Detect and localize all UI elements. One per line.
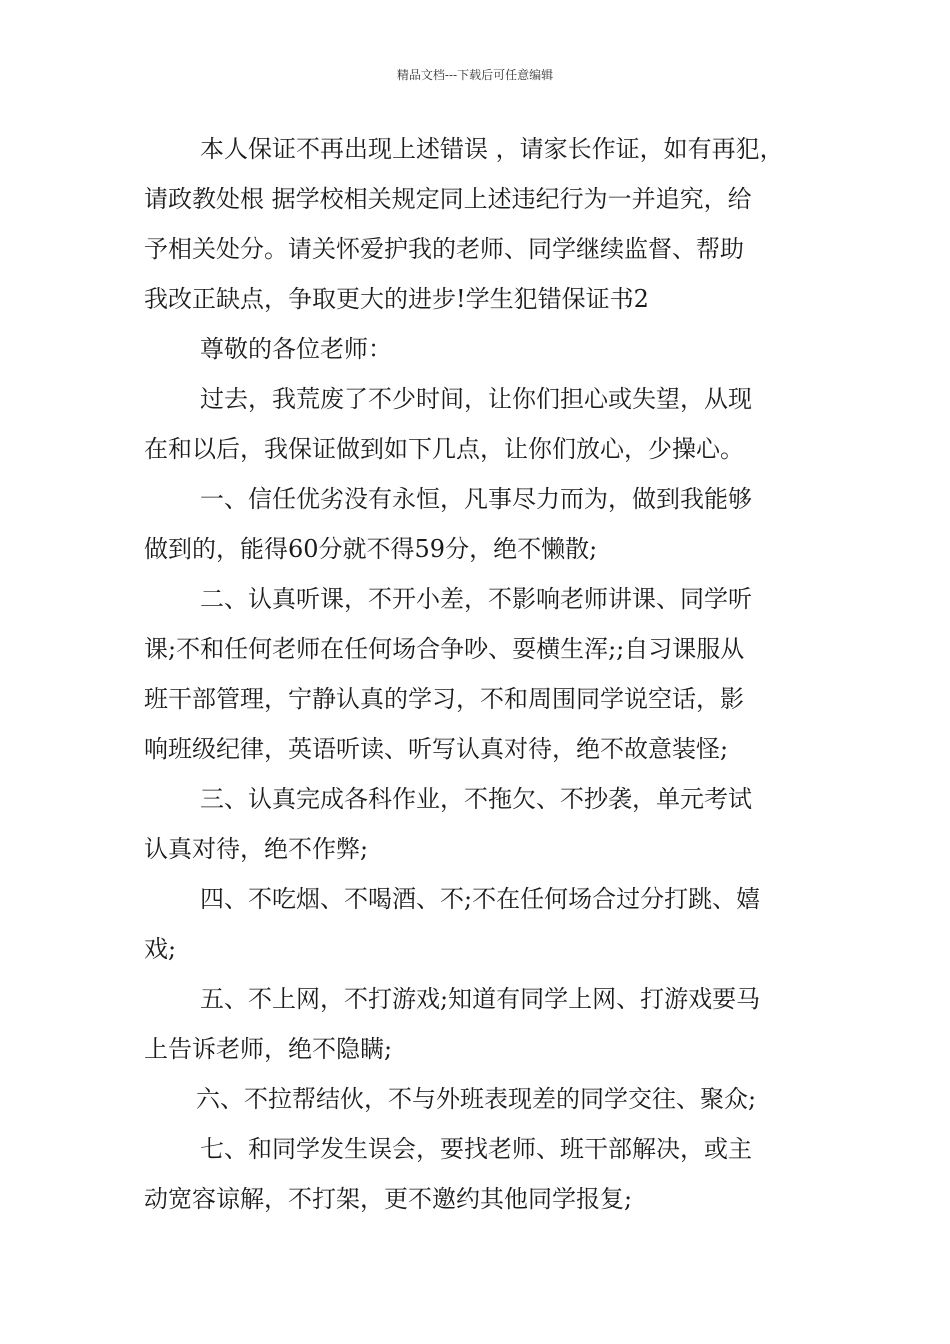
text-line: 尊敬的各位老师：	[200, 335, 392, 363]
paragraph-guarantee	[144, 124, 812, 324]
document-body	[144, 124, 812, 1224]
text-line: 上告诉老师，绝不隐瞒;	[144, 1035, 393, 1063]
paragraph-item-3	[144, 774, 812, 874]
text-line: 过去，我荒废了不少时间，让你们担心或失望，从现	[200, 385, 752, 413]
text-line: 五、不上网，不打游戏;知道有同学上网、打游戏要马	[200, 985, 761, 1013]
text-line: 六、不拉帮结伙，不与外班表现差的同学交往、聚众;	[196, 1085, 757, 1113]
paragraph-item-4	[144, 874, 812, 974]
paragraph-item-5	[144, 974, 812, 1074]
text-line: 班干部管理，宁静认真的学习，不和周围同学说空话，影	[144, 685, 744, 713]
text-line: 我改正缺点，争取更大的进步!学生犯错保证书2	[144, 285, 649, 313]
paragraph-item-7	[144, 1124, 812, 1224]
text-line: 课;不和任何老师在任何场合争吵、耍横生浑;;自习课服从	[144, 635, 745, 663]
text-line: 七、和同学发生误会，要找老师、班干部解决，或主	[200, 1135, 752, 1163]
paragraph-item-6	[144, 1074, 812, 1124]
text-line: 本人保证不再出现上述错误 ，请家长作证，如有再犯，	[200, 135, 784, 163]
paragraph-item-2	[144, 574, 812, 774]
paragraph-intro	[144, 374, 812, 474]
text-line: 动宽容谅解，不打架，更不邀约其他同学报复;	[144, 1185, 633, 1213]
text-line: 三、认真完成各科作业，不拖欠、不抄袭，单元考试	[200, 785, 752, 813]
page-header: 精品文档---下载后可任意编辑	[396, 68, 554, 82]
text-line: 一、信任优劣没有永恒，凡事尽力而为，做到我能够	[200, 485, 752, 513]
text-line: 做到的，能得60分就不得59分，绝不懒散;	[144, 535, 598, 563]
text-line: 四、不吃烟、不喝酒、不;不在任何场合过分打跳、嬉	[200, 885, 761, 913]
text-line: 在和以后，我保证做到如下几点，让你们放心，少操心。	[144, 435, 744, 463]
text-line: 认真对待，绝不作弊;	[144, 835, 369, 863]
text-line: 响班级纪律，英语听读、听写认真对待，绝不故意装怪;	[144, 735, 729, 763]
paragraph-salutation	[144, 324, 812, 374]
text-line: 请政教处根 据学校相关规定同上述违纪行为一并追究，给	[144, 185, 752, 213]
paragraph-item-1	[144, 474, 812, 574]
text-line: 戏;	[144, 935, 177, 963]
text-line: 二、认真听课，不开小差，不影响老师讲课、同学听	[200, 585, 752, 613]
text-line: 予相关处分。请关怀爱护我的老师、同学继续监督、帮助	[144, 235, 744, 263]
